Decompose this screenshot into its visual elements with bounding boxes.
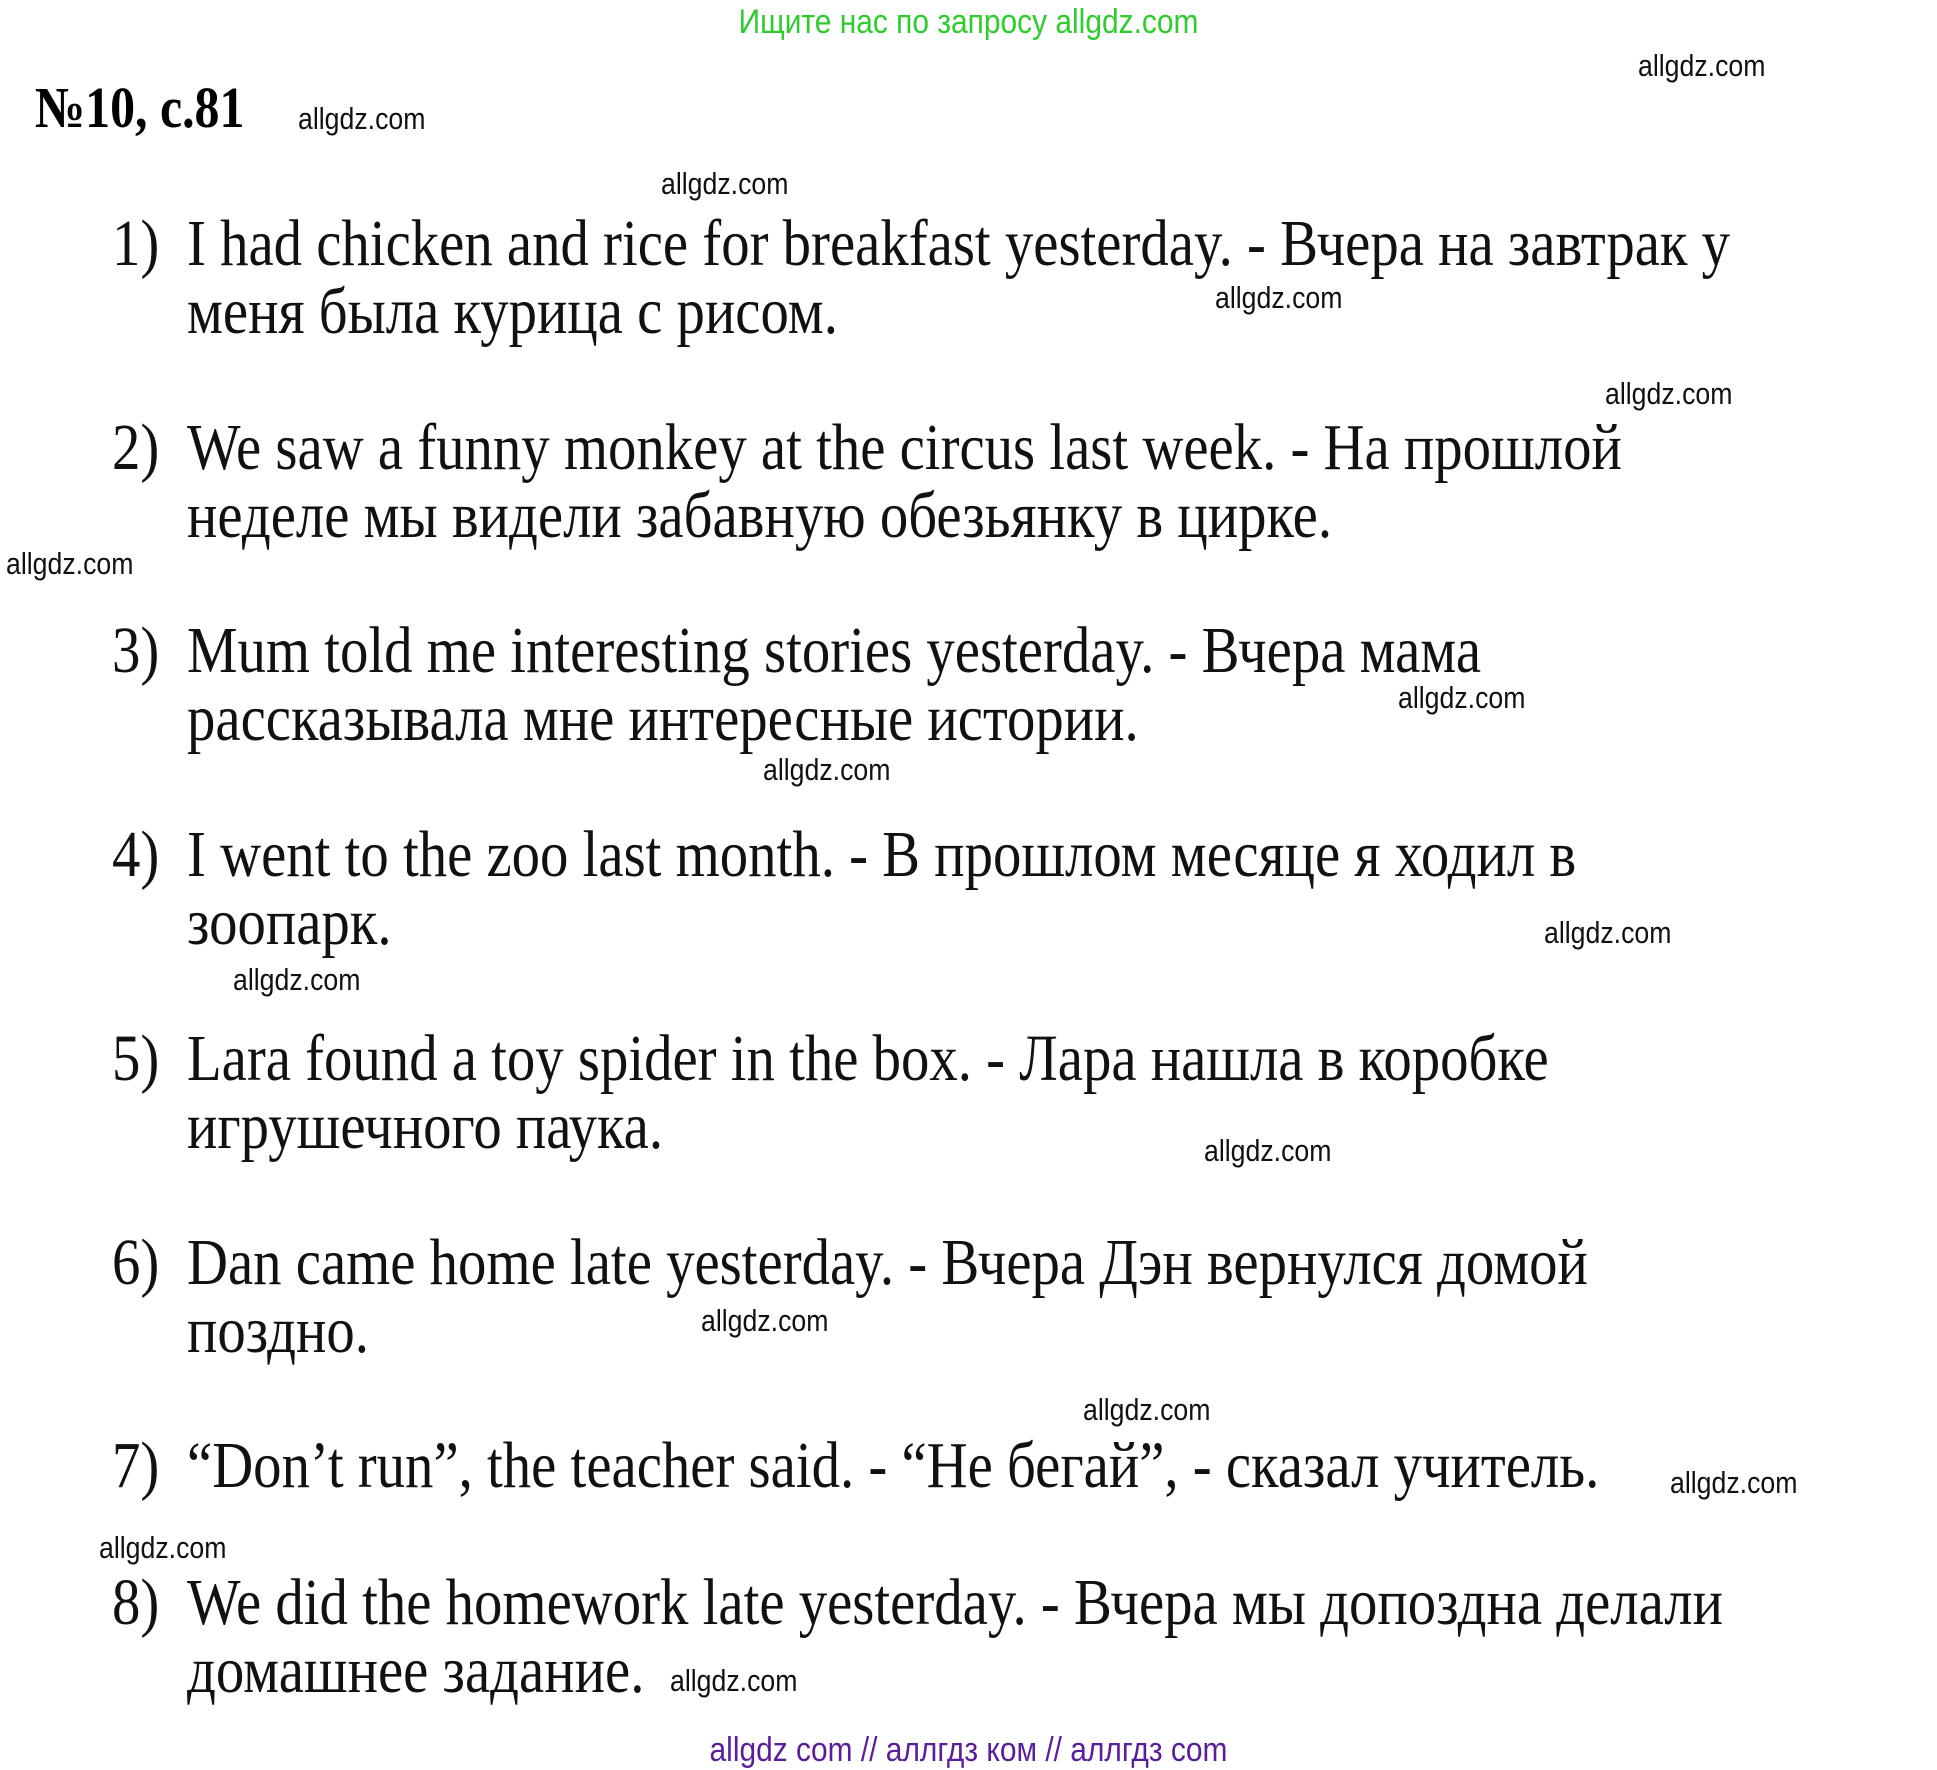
item-number: 5) <box>112 1022 160 1095</box>
watermark-text: allgdz.com <box>1670 1465 1798 1500</box>
watermark-text: allgdz.com <box>1215 280 1343 315</box>
watermark-text: allgdz.com <box>661 166 789 201</box>
watermark-text: allgdz.com <box>233 962 361 997</box>
watermark-text: allgdz.com <box>763 752 891 787</box>
item-number: 3) <box>112 614 160 687</box>
item-text-line: Dan came home late yesterday. - Вчера Дэн вернулся домой <box>187 1226 1588 1299</box>
item-text-line: Lara found a toy spider in the box. - Лара нашла в коробке <box>187 1022 1549 1095</box>
item-text-line: домашнее задание. <box>187 1634 645 1707</box>
item-number: 4) <box>112 818 160 891</box>
watermark-text: allgdz.com <box>701 1303 829 1338</box>
watermark-text: allgdz.com <box>99 1530 227 1565</box>
item-text-line: поздно. <box>187 1294 369 1367</box>
watermark-text: allgdz.com <box>1544 915 1672 950</box>
item-number: 8) <box>112 1566 160 1639</box>
watermark-text: allgdz.com <box>1204 1133 1332 1168</box>
item-text-line: рассказывала мне интересные истории. <box>187 682 1139 755</box>
page-title: №10, с.81 <box>35 75 245 140</box>
footer-watermark: allgdz com // аллгдз ком // аллгдз com <box>709 1731 1228 1769</box>
item-text-line: We did the homework late yesterday. - Вчера мы допоздна делали <box>187 1566 1724 1639</box>
watermark-text: allgdz.com <box>1083 1392 1211 1427</box>
item-number: 1) <box>112 207 160 280</box>
item-text-line: “Don’t run”, the teacher said. - “Не бегай”, - сказал учитель. <box>187 1429 1600 1502</box>
item-text-line: неделе мы видели забавную обезьянку в цирке. <box>187 479 1333 552</box>
item-number: 6) <box>112 1226 160 1299</box>
item-text-line: Mum told me interesting stories yesterday. - Вчера мама <box>187 614 1482 687</box>
item-text-line: зоопарк. <box>187 886 392 959</box>
item-number: 2) <box>112 411 160 484</box>
watermark-text: allgdz.com <box>1605 376 1733 411</box>
watermark-text: allgdz.com <box>298 101 426 136</box>
item-text-line: We saw a funny monkey at the circus last week. - На прошлой <box>187 411 1622 484</box>
watermark-text: allgdz.com <box>6 546 134 581</box>
watermark-text: allgdz.com <box>1398 680 1526 715</box>
search-hint-banner: Ищите нас по запросу allgdz.com <box>738 3 1199 41</box>
item-text-line: I had chicken and rice for breakfast yesterday. - Вчера на завтрак у <box>187 207 1731 280</box>
item-text-line: игрушечного паука. <box>187 1090 664 1163</box>
watermark-text: allgdz.com <box>1638 48 1766 83</box>
item-number: 7) <box>112 1429 160 1502</box>
watermark-text: allgdz.com <box>670 1663 798 1698</box>
item-text-line: меня была курица с рисом. <box>187 275 838 348</box>
item-text-line: I went to the zoo last month. - В прошлом месяце я ходил в <box>187 818 1577 891</box>
